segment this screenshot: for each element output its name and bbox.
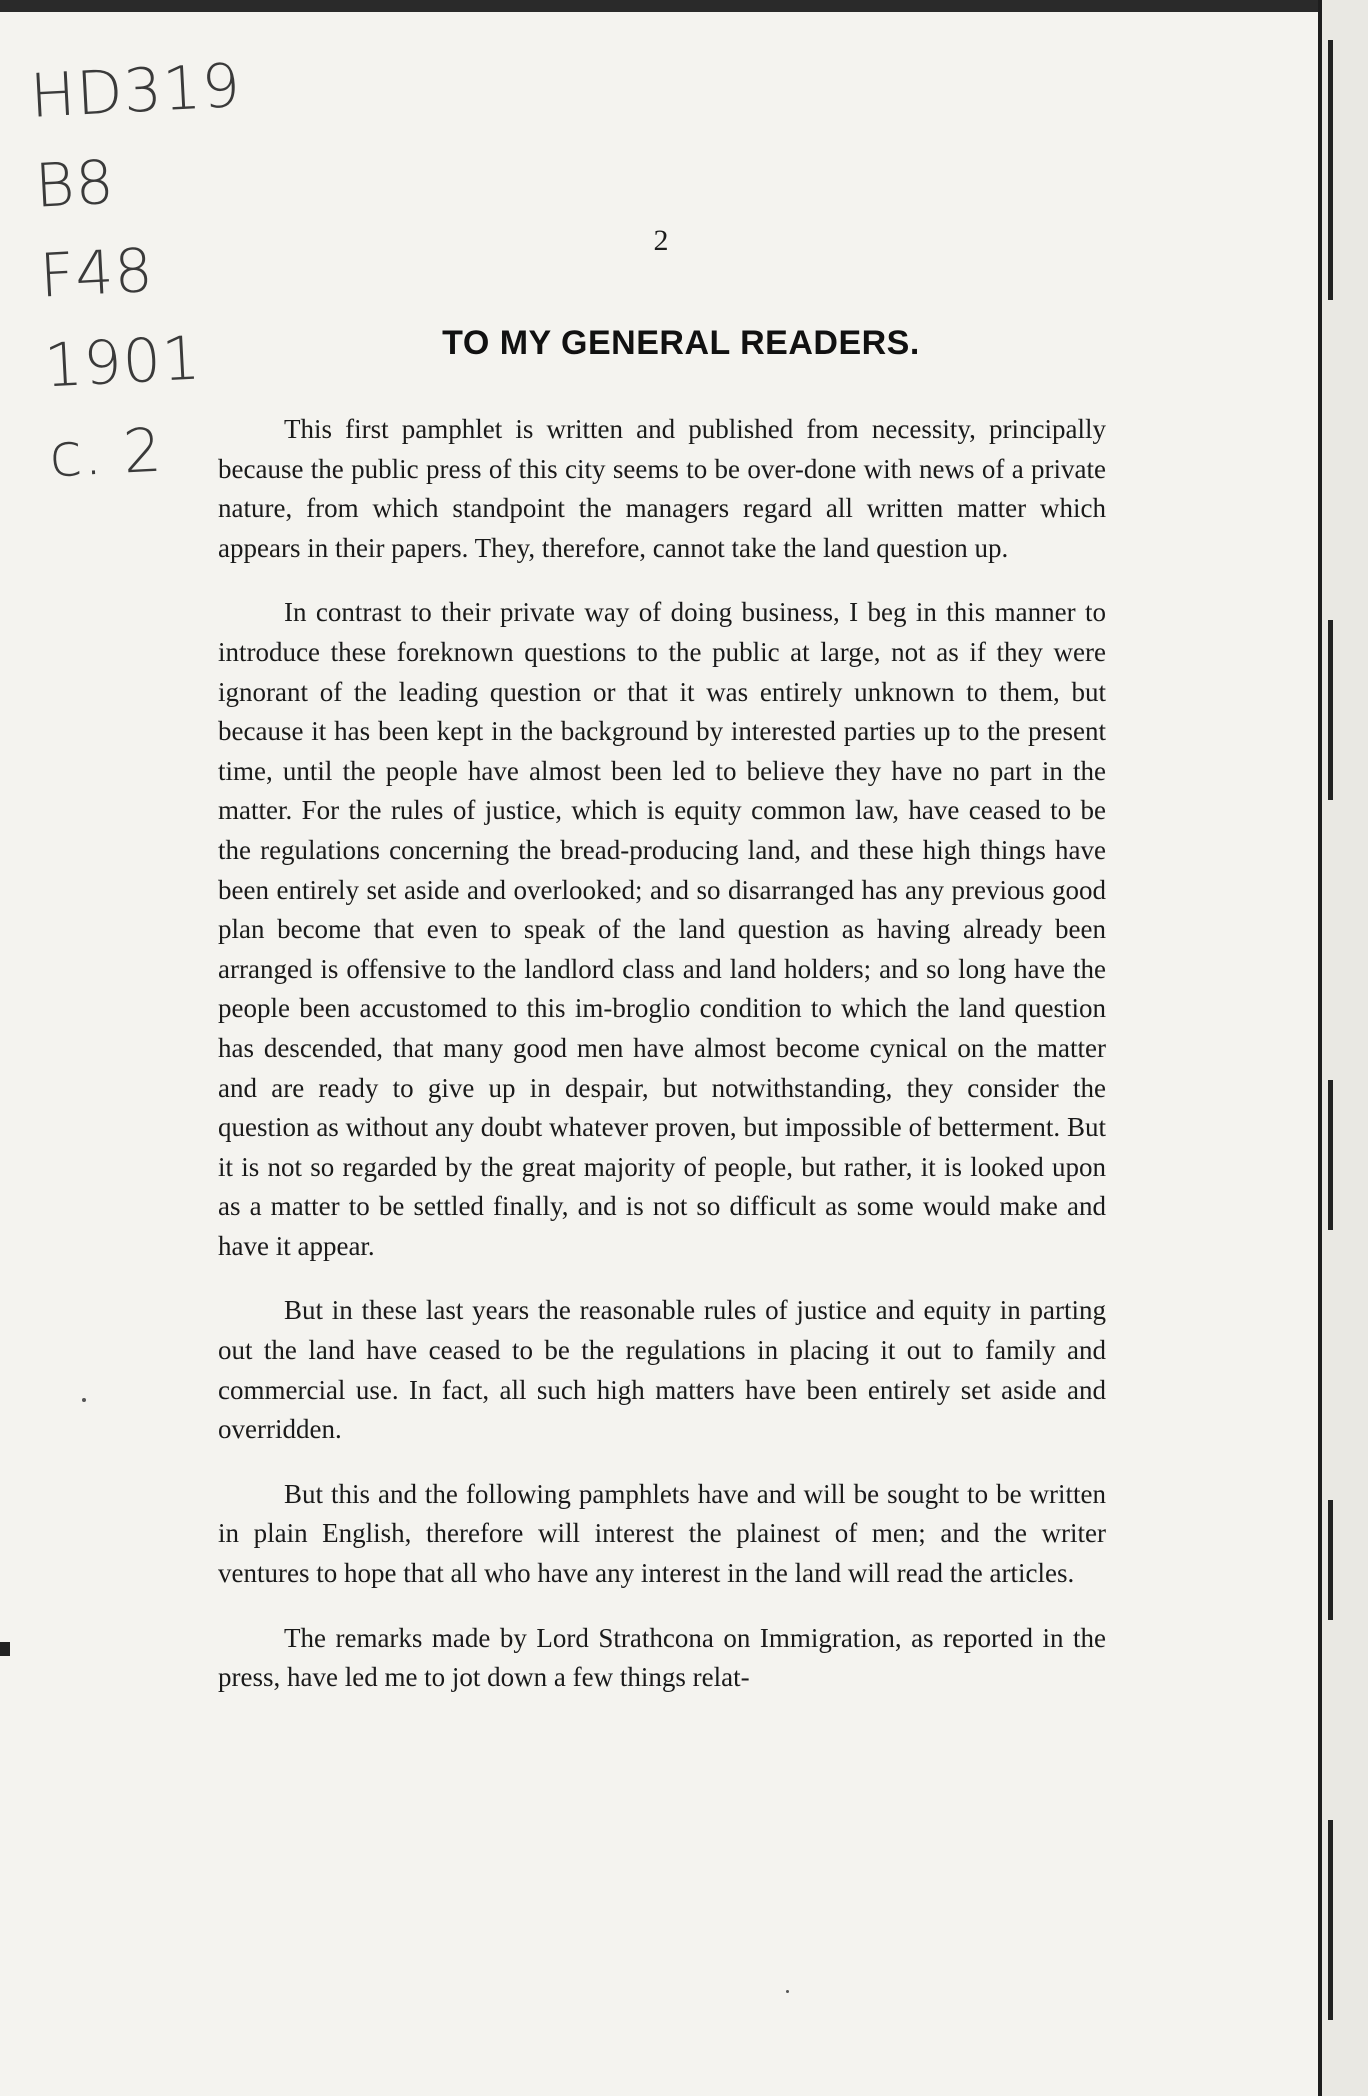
paragraph: But this and the following pamphlets have and will be sought to be written in plain English, therefore will interest the plainest of men; and the writer ventures to hope that all who have any interest in the land will read the articles. xyxy=(218,1478,1106,1589)
page-number: 2 xyxy=(653,224,669,257)
shelfmark-line: 1901 xyxy=(42,323,203,402)
page-heading: TO MY GENERAL READERS. xyxy=(442,324,920,362)
body-text xyxy=(218,410,1106,1723)
paragraph: But in these last years the reasonable rules of justice and equity in parting out the land have ceased to be the regulations in placing it out to family and commercial use. In fact, all such high matters have been entirely set aside and overridden. xyxy=(218,1295,1106,1445)
paper-speck xyxy=(82,1398,86,1402)
left-edge-mark xyxy=(0,1642,10,1656)
shelfmark-line: HD319 xyxy=(28,50,243,132)
shelfmark-line: F48 xyxy=(37,235,156,312)
paper-speck xyxy=(786,1990,789,1993)
shelfmark-line: c. 2 xyxy=(47,415,165,492)
edge-mark xyxy=(1328,1500,1333,1620)
paragraph: In contrast to their private way of doing business, I beg in this manner to introduce these foreknown questions to the public at large, not as if they were ignorant of the leading question or that it was entirely unknown to them, but because it has been kept in the background by interested parties up to the present time, until the people have almost been led to believe they have no part in the matter. For the rules of justice, which is equity common law, have ceased to be the regulations concerning the bread-producing land, and these high things have been entirely set aside and overlooked; and so disarranged has any previous good plan become that even to speak of the land question as having already been arranged is offensive to the landlord class and land holders; and so long have the people been accustomed to this im-broglio condition to which the land question has descended, that many good men have almost become cynical on the matter and are ready to give up in despair, but notwithstanding, they consider the question as without any doubt whatever proven, but impossible of betterment. But it is not so regarded by the great majority of people, but rather, it is looked upon as a matter to be settled finally, and is not so difficult as some would make and have it appear. xyxy=(218,597,1106,1261)
adjacent-page-edge xyxy=(1318,0,1368,2096)
paragraph: The remarks made by Lord Strathcona on Immigration, as reported in the press, have led me to jot down a few things relat- xyxy=(218,1622,1106,1693)
document-page xyxy=(0,12,1322,2096)
edge-mark xyxy=(1328,40,1333,300)
shelfmark-line: B8 xyxy=(33,147,117,222)
edge-mark xyxy=(1328,1080,1333,1230)
edge-mark xyxy=(1328,620,1333,800)
paragraph: This first pamphlet is written and published from necessity, principally because the public press of this city seems to be over-done with news of a private nature, from which standpoint the managers regard all written matter which appears in their papers. They, therefore, cannot take the land question up. xyxy=(218,414,1106,563)
edge-mark xyxy=(1328,1820,1333,2020)
